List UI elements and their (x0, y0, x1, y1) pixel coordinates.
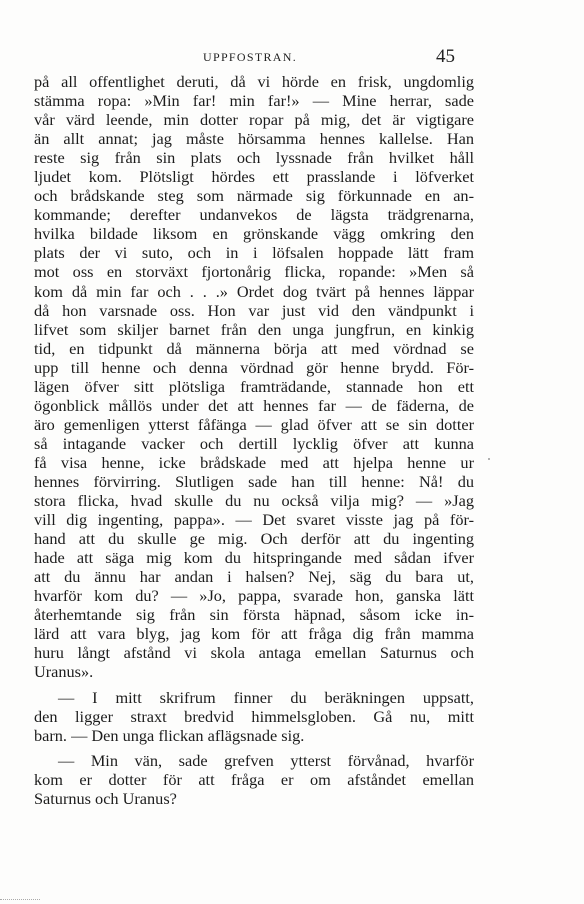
text-line: ljudet kom. Plötsligt hördes ett prasslande i löfverket (34, 167, 474, 187)
text-line: lifvet som skiljer barnet från den unga jungfrun, en kinkig (34, 319, 474, 339)
text-line: Uranus». (34, 662, 94, 682)
text-line: hand att du skulle ge mig. Och derför att du ingenting (34, 529, 474, 549)
text-line: reste sig från sin plats och lyssnade från hvilket håll (34, 148, 474, 168)
text-line: stämma ropa: »Min far! min far!» — Mine herrar, sade (34, 91, 474, 111)
text-line: ögonblick mållös under det att hennes far — de fäderna, de (34, 395, 474, 415)
text-line: kommande; derefter undanvekos de lägsta trädgrenarna, (34, 205, 474, 225)
page-header (0, 48, 584, 68)
text-line: hennes förvirring. Slutligen sade han till henne: Nå! du (34, 471, 474, 491)
text-line: kom då min far och . . .» Ordet dog tvärt på hennes läppar (34, 281, 474, 301)
text-line: på all offentlighet deruti, då vi hörde en frisk, ungdomlig (34, 72, 474, 91)
text-line: hade att säga mig kom du hitspringande med sådan ifver (34, 548, 474, 568)
text-line: vår värd leende, min dotter ropar på mig, det är vigtigare (34, 110, 474, 130)
page-number: 45 (436, 46, 455, 67)
text-line: stora flicka, hvad skulle du nu också vilja mig? — »Jag (34, 491, 474, 511)
text-line: kom er dotter för att fråga er om afståndet emellan (34, 769, 474, 789)
text-line: tid, en tidpunkt då männerna börja att med vördnad se (34, 338, 474, 358)
text-line: huru långt afstånd vi skola antaga emellan Saturnus och (34, 643, 474, 663)
text-line: mot oss en storväxt fjortonårig flicka, ropande: »Men så (34, 262, 474, 282)
body-text (34, 72, 474, 808)
text-line: barn. — Den unga flickan aflägsnade sig. (34, 725, 305, 745)
scan-speck (488, 458, 490, 460)
text-line: äro gemenligen ytterst fåfänga — glad öfver att se sin dotter (34, 414, 474, 434)
text-line: lärd att vara blyg, jag kom för att fråga dig från mamma (34, 624, 474, 644)
text-line: att du ännu har andan i halsen? Nej, säg du bara ut, (34, 567, 474, 587)
text-line: så intagande vacker och dertill lycklig öfver att kunna (34, 433, 474, 453)
text-line: — I mitt skrifrum finner du beräkningen uppsatt, (58, 687, 474, 707)
text-line: då hon varsnade oss. Hon var just vid den vändpunkt i (34, 300, 474, 320)
text-line: plats der vi suto, och in i löfsalen hoppade lätt fram (34, 243, 474, 263)
text-line: än allt annat; jag måste hörsamma hennes kallelse. Han (34, 129, 474, 149)
text-line: vill dig ingenting, pappa». — Det svaret visste jag på för- (34, 510, 474, 530)
page-edge-rule (0, 899, 40, 901)
text-line: hvarför kom du? — »Jo, pappa, svarade hon, ganska lätt (34, 586, 474, 606)
text-line: Saturnus och Uranus? (34, 788, 177, 808)
text-line: — Min vän, sade grefven ytterst förvånad, hvarför (58, 750, 474, 770)
text-line: den ligger straxt bredvid himmelsgloben. Gå nu, mitt (34, 706, 474, 726)
text-line: få visa henne, icke brådskade med att hjelpa henne ur (34, 452, 474, 472)
running-head: UPPFOSTRAN. (203, 50, 297, 64)
text-line: upp till henne och denna vördnad gör henne brydd. För- (34, 357, 474, 377)
text-line: och brådskande steg som närmade sig förkunnade en an- (34, 186, 474, 206)
text-line: hvilka bildade liksom en grönskande vägg omkring den (34, 224, 474, 244)
text-line: återhemtande sig från sin första häpnad, såsom icke in- (34, 605, 474, 625)
text-line: lägen öfver sitt plötsliga framträdande, stannade hon ett (34, 376, 474, 396)
